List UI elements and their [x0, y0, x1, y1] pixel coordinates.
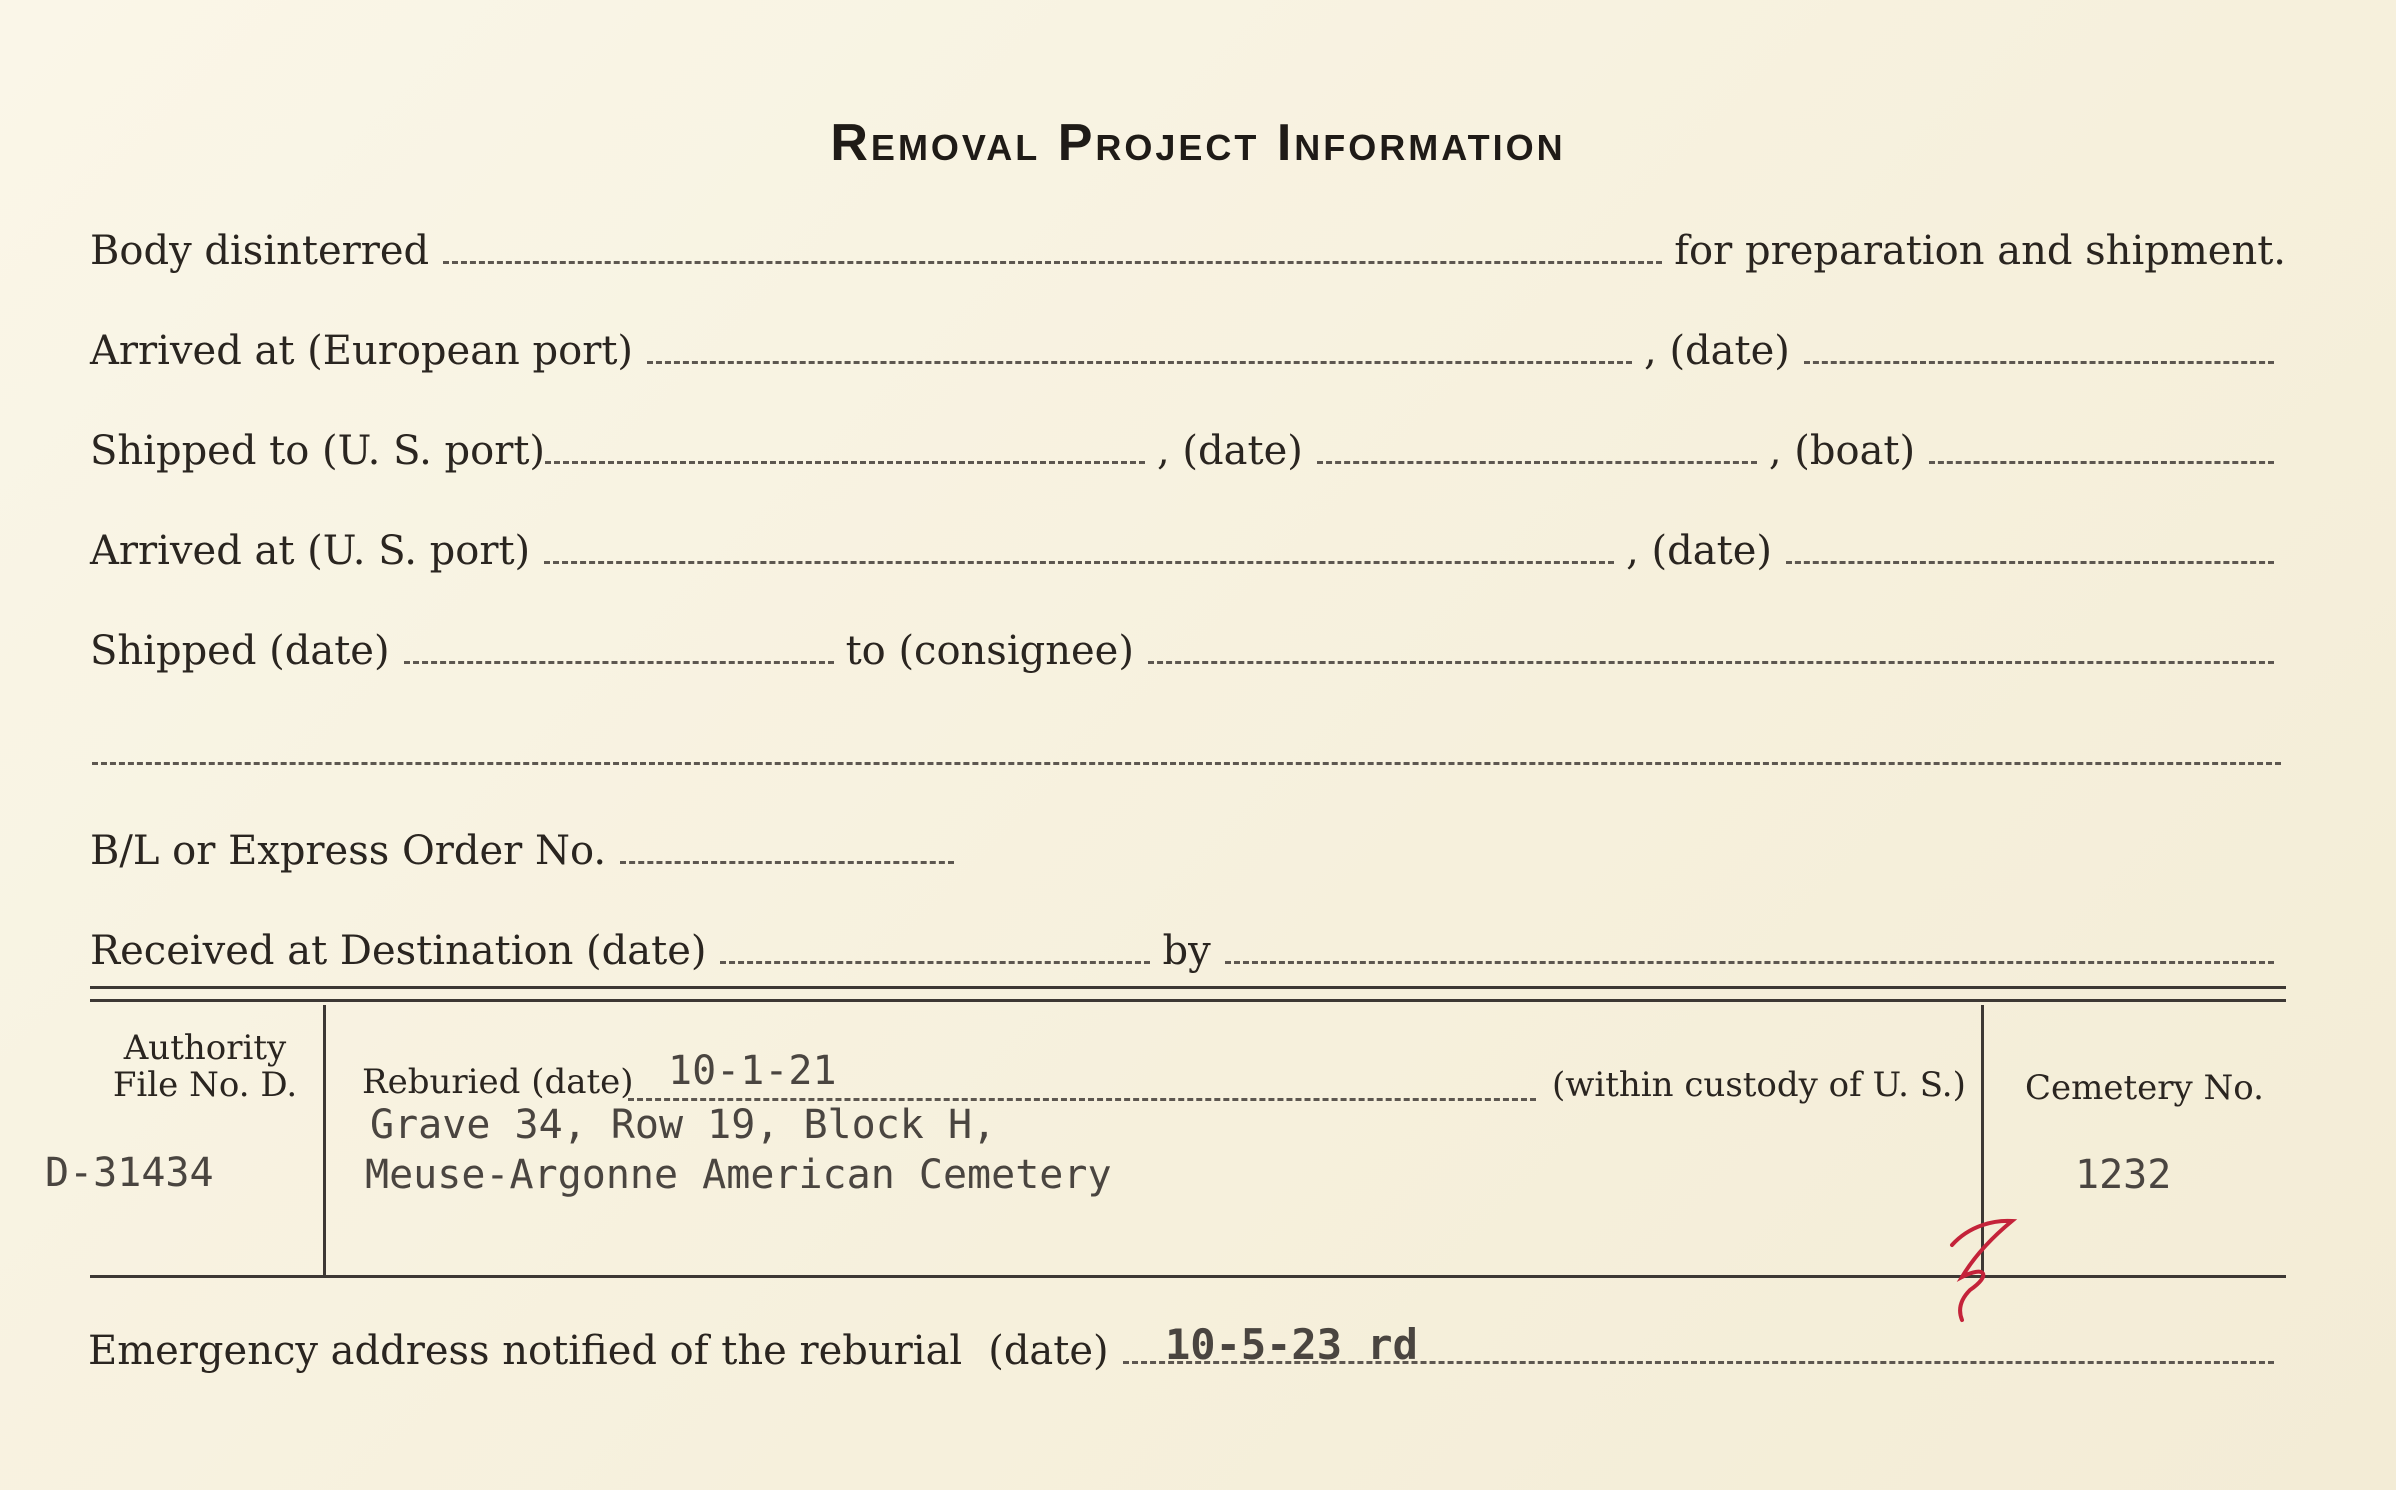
cemetery-number-label: Cemetery No.: [2025, 1068, 2264, 1108]
label-date: , (date): [1157, 428, 1303, 474]
row-shipped-us-port: [90, 428, 2286, 474]
row-shipped-consignee: [90, 628, 2286, 674]
authority-file-number: D-31434: [45, 1150, 214, 1196]
blank-european-port: [647, 361, 1632, 364]
reburied-date-value: 10-1-21: [668, 1048, 837, 1094]
grave-location-line1: Grave 34, Row 19, Block H,: [370, 1102, 997, 1148]
authority-label: [90, 1030, 320, 1105]
label-for-preparation: for preparation and shipment.: [1674, 228, 2286, 274]
label-by: by: [1162, 928, 1211, 974]
blank-received-by: [1225, 961, 2274, 964]
label-shipped-date: Shipped (date): [90, 628, 390, 674]
blank-arrived-us-port: [544, 561, 1614, 564]
reburied-label: Reburied (date): [362, 1062, 634, 1102]
column-divider-left: [323, 1005, 326, 1275]
custody-note: (within custody of U. S.): [1552, 1065, 1966, 1105]
label-received-destination: Received at Destination (date): [90, 928, 707, 974]
row-bl-order: [90, 828, 966, 874]
cemetery-number-value: 1232: [2075, 1152, 2172, 1198]
blank-bl-order: [620, 861, 954, 864]
blank-shipped-date-2: [404, 661, 834, 664]
label-boat: , (boat): [1768, 428, 1916, 474]
label-arrived-european: Arrived at (European port): [90, 328, 634, 374]
blank-shipped-date: [1317, 461, 1757, 464]
row-arrived-us-port: [90, 528, 2286, 574]
row-arrived-european: [90, 328, 2286, 374]
grave-location-line2: Meuse-Argonne American Cemetery: [365, 1152, 1112, 1198]
emergency-date-value: 10-5-23 rd: [1165, 1320, 1418, 1369]
label-shipped-us-port: Shipped to (U. S. port): [90, 428, 545, 474]
label-arrived-us-port: Arrived at (U. S. port): [90, 528, 531, 574]
label-emergency: Emergency address notified of the reburial: [88, 1328, 963, 1374]
blank-received-date: [720, 961, 1150, 964]
row-body-disinterred: [90, 228, 2286, 274]
check-mark-icon: [1940, 1215, 2020, 1325]
label-bl-order: B/L or Express Order No.: [90, 828, 607, 874]
blank-body-disinterred: [443, 261, 1662, 264]
label-to-consignee: to (consignee): [845, 628, 1134, 674]
label-date: , (date): [1626, 528, 1772, 574]
label-emergency-date: (date): [988, 1328, 1109, 1374]
card-title: Removal Project Information: [830, 114, 1566, 172]
blank-reburied-date: [628, 1098, 1536, 1101]
blank-us-port: [545, 461, 1145, 464]
label-body-disinterred: Body disinterred: [90, 228, 430, 274]
blank-boat: [1929, 461, 2274, 464]
label-date: , (date): [1644, 328, 1790, 374]
authority-label-line2: File No. D.: [112, 1065, 298, 1106]
section-divider: [90, 986, 2286, 1002]
row-received-destination: [90, 928, 2286, 974]
blank-european-date: [1804, 361, 2274, 364]
authority-label-line1: Authority: [123, 1028, 287, 1068]
blank-consignee-continued: [92, 762, 2281, 765]
blank-consignee: [1148, 661, 2274, 664]
blank-arrived-us-date: [1786, 561, 2274, 564]
